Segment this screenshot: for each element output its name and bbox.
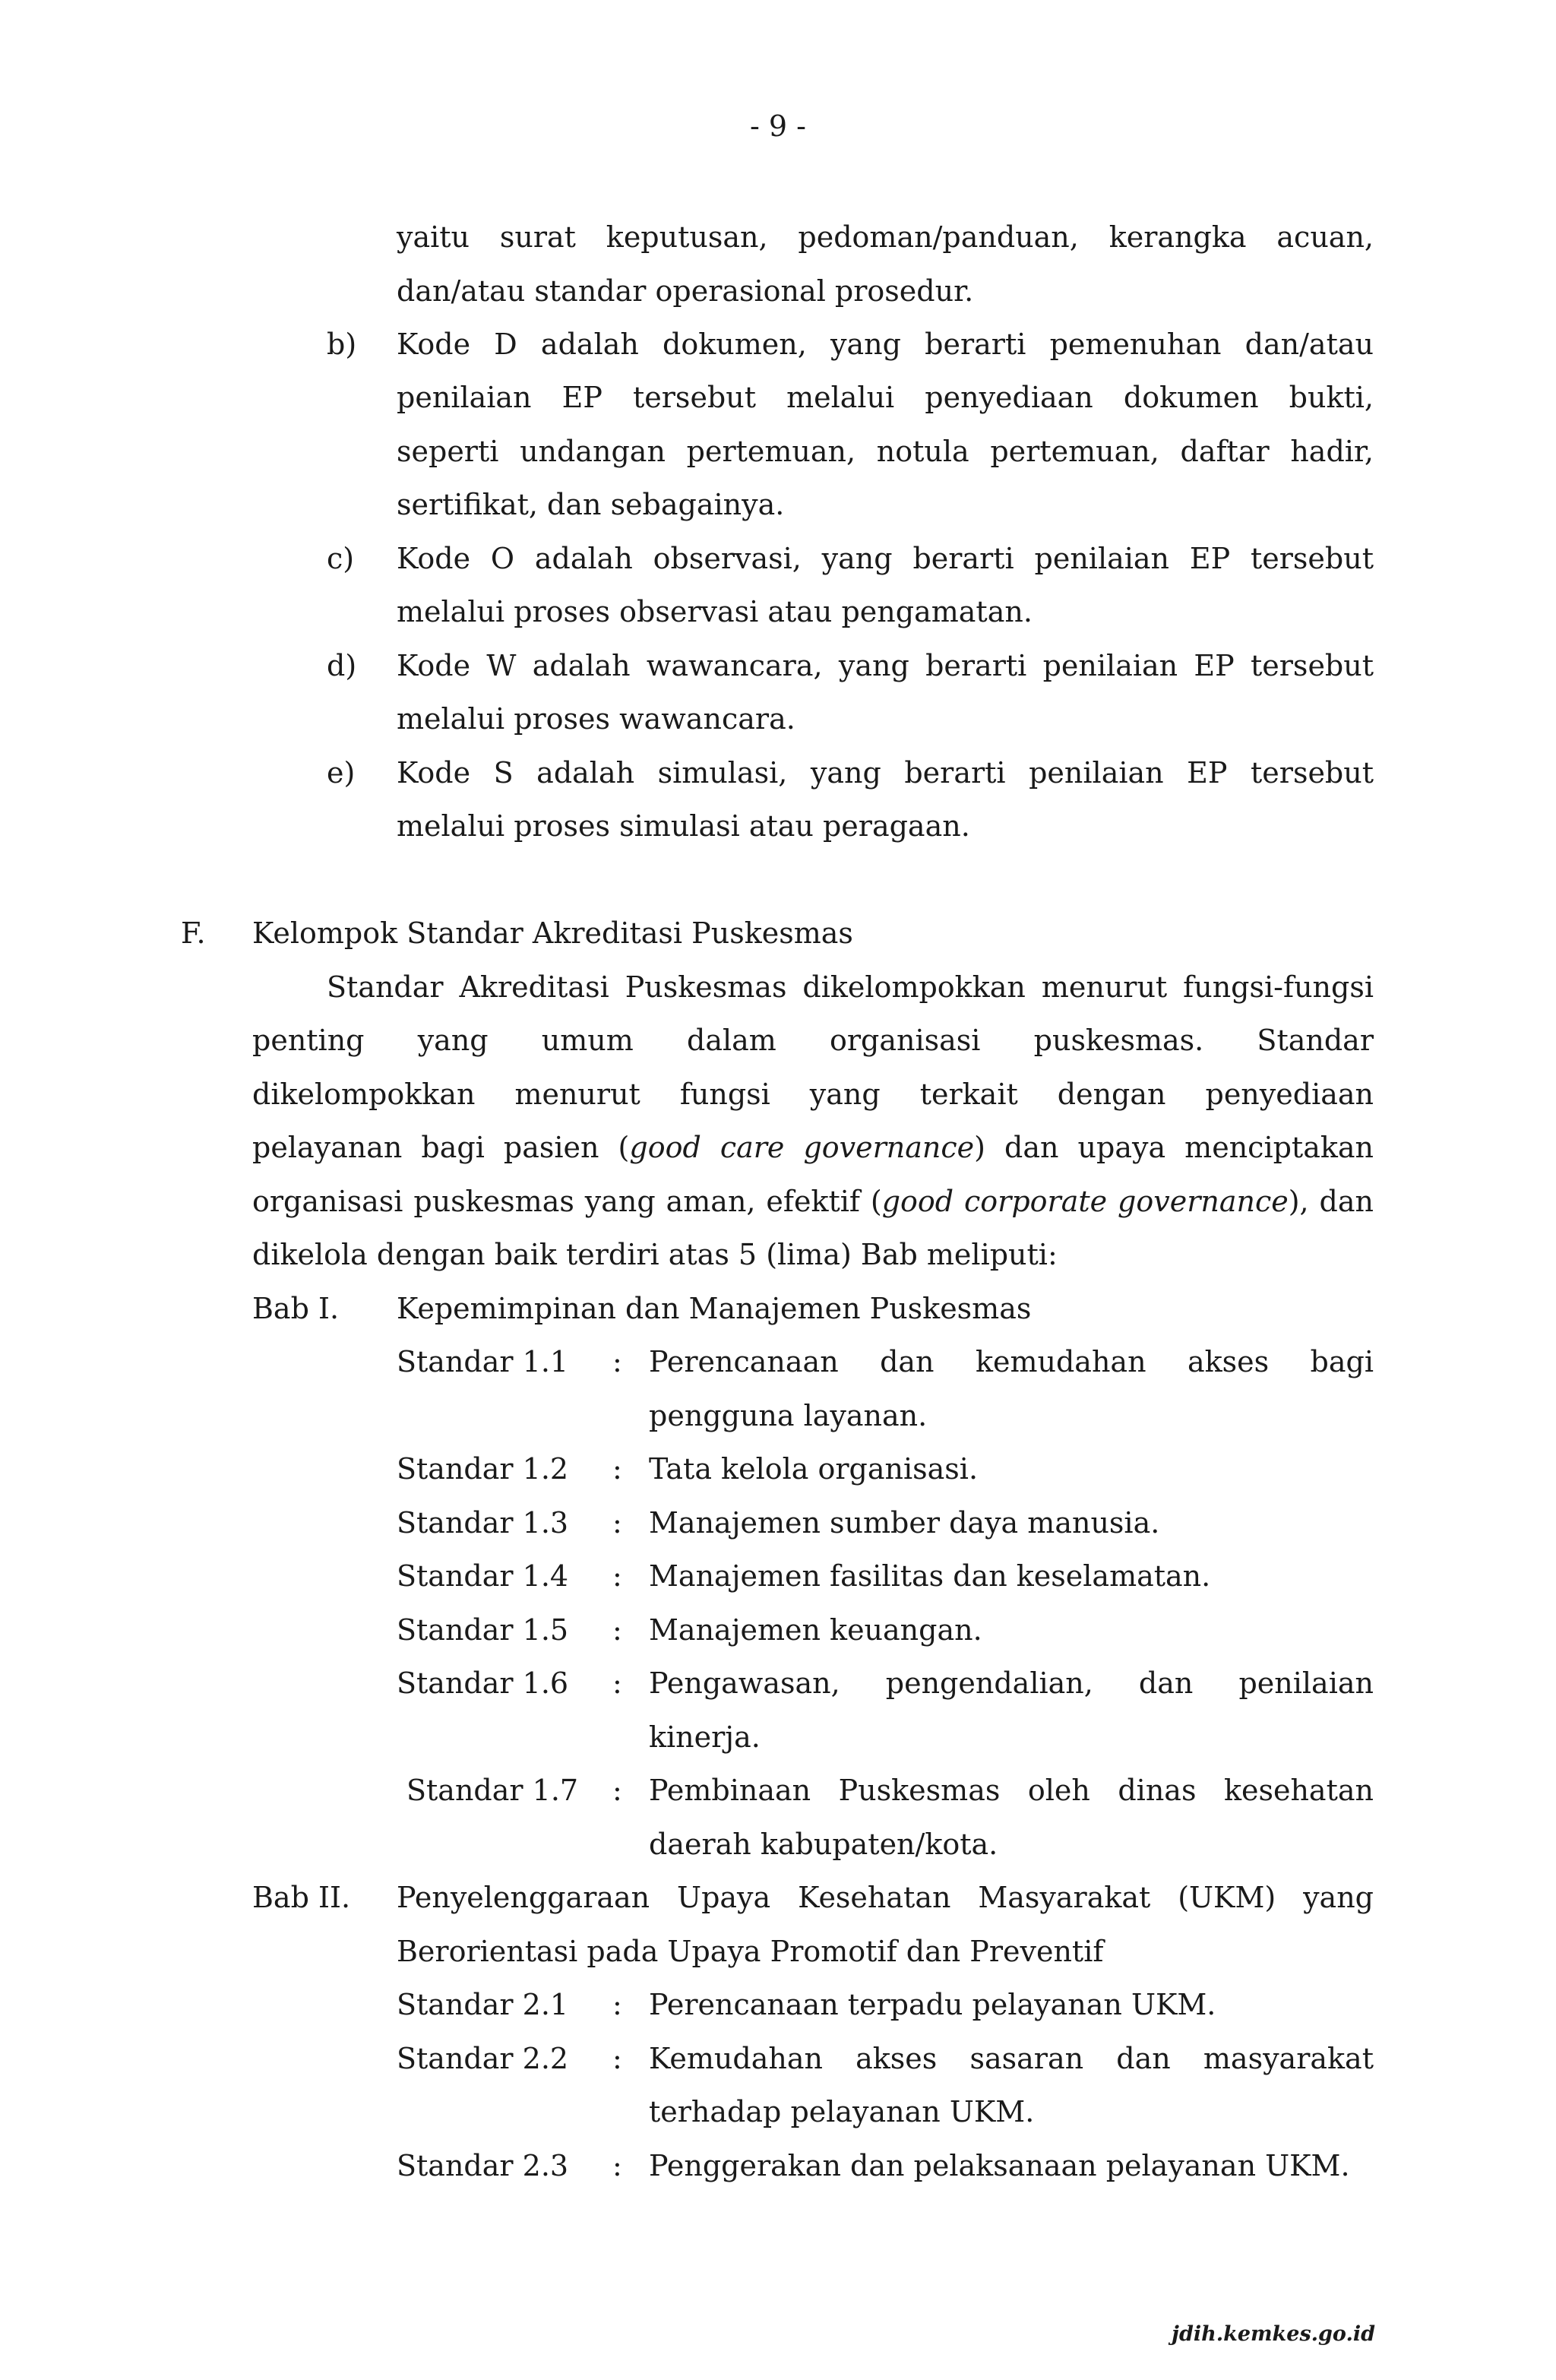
standard-description: Pengawasan, pengendalian, dan penilaian (649, 1666, 1374, 1700)
paragraph-text: ) dan upaya menciptakan (974, 1131, 1374, 1164)
colon: : (612, 1345, 622, 1378)
standard-description: pengguna layanan. (649, 1399, 928, 1432)
list-item-line: melalui proses wawancara. (397, 702, 795, 736)
standard-label: Standar 1.5 (397, 1613, 569, 1647)
section-marker: F. (181, 916, 206, 950)
chapter-label: Bab II. (252, 1881, 351, 1914)
list-marker: d) (327, 649, 357, 682)
colon: : (612, 1506, 622, 1540)
list-item-line: Kode O adalah observasi, yang berarti penilaian EP tersebut (397, 542, 1374, 575)
page-number: - 9 - (749, 109, 806, 143)
standard-description: Manajemen keuangan. (649, 1613, 982, 1647)
list-item-line: Kode W adalah wawancara, yang berarti penilaian EP tersebut (397, 649, 1374, 682)
standard-label: Standar 1.7 (406, 1774, 579, 1807)
footer-source-link[interactable]: jdih.kemkes.go.id (1172, 2322, 1375, 2346)
standard-label: Standar 1.6 (397, 1666, 569, 1700)
list-item-line: Kode D adalah dokumen, yang berarti pemenuhan dan/atau (397, 328, 1374, 361)
colon: : (612, 1559, 622, 1593)
standard-description: Perencanaan terpadu pelayanan UKM. (649, 1988, 1216, 2021)
paragraph-text: organisasi puskesmas yang aman, efektif ( (252, 1185, 882, 1218)
paragraph-line: penting yang umum dalam organisasi puskesmas. Standar (252, 1024, 1374, 1057)
list-item-line: melalui proses simulasi atau peragaan. (397, 809, 970, 843)
standard-label: Standar 1.3 (397, 1506, 569, 1540)
standard-description: Manajemen sumber daya manusia. (649, 1506, 1160, 1540)
paragraph-line (252, 1133, 1374, 1162)
chapter-title: Kepemimpinan dan Manajemen Puskesmas (397, 1292, 1032, 1325)
standard-description: Penggerakan dan pelaksanaan pelayanan UKM. (649, 2149, 1350, 2182)
standard-label: Standar 1.1 (397, 1345, 569, 1378)
colon: : (612, 2042, 622, 2075)
standard-label: Standar 1.4 (397, 1559, 569, 1593)
list-item-line: melalui proses observasi atau pengamatan. (397, 595, 1033, 628)
continuation-line: dan/atau standar operasional prosedur. (397, 274, 974, 308)
chapter-title: Berorientasi pada Upaya Promotif dan Preventif (397, 1935, 1104, 1968)
list-marker: b) (327, 328, 357, 361)
paragraph-line: dikelompokkan menurut fungsi yang terkait dengan penyediaan (252, 1078, 1374, 1111)
list-item-line: seperti undangan pertemuan, notula pertemuan, daftar hadir, (397, 435, 1374, 468)
list-item-line: penilaian EP tersebut melalui penyediaan dokumen bukti, (397, 381, 1374, 414)
colon: : (612, 1988, 622, 2021)
standard-label: Standar 1.2 (397, 1452, 569, 1486)
standard-label: Standar 2.1 (397, 1988, 569, 2021)
emphasis-text: good corporate governance (881, 1185, 1289, 1218)
paragraph-text: ), dan (1288, 1185, 1374, 1218)
paragraph-text: pelayanan bagi pasien ( (252, 1131, 630, 1164)
standard-description: terhadap pelayanan UKM. (649, 2095, 1035, 2128)
standard-label: Standar 2.2 (397, 2042, 569, 2075)
list-item-line: Kode S adalah simulasi, yang berarti penilaian EP tersebut (397, 756, 1374, 790)
list-marker: c) (327, 542, 355, 575)
standard-description: daerah kabupaten/kota. (649, 1828, 998, 1861)
paragraph-line (252, 1187, 1374, 1216)
colon: : (612, 1613, 622, 1647)
standard-description: Pembinaan Puskesmas oleh dinas kesehatan (649, 1774, 1374, 1807)
standard-description: Perencanaan dan kemudahan akses bagi (649, 1345, 1374, 1378)
emphasis-text: good care governance (629, 1131, 975, 1164)
list-marker: e) (327, 756, 356, 790)
colon: : (612, 2149, 622, 2182)
colon: : (612, 1452, 622, 1486)
standard-description: Tata kelola organisasi. (649, 1452, 979, 1486)
standard-label: Standar 2.3 (397, 2149, 569, 2182)
list-item-line: sertifikat, dan sebagainya. (397, 488, 785, 521)
paragraph-line: Standar Akreditasi Puskesmas dikelompokkan menurut fungsi-fungsi (327, 970, 1374, 1004)
chapter-title: Penyelenggaraan Upaya Kesehatan Masyarakat (UKM) yang (397, 1881, 1374, 1914)
paragraph-line: dikelola dengan baik terdiri atas 5 (lima) Bab meliputi: (252, 1238, 1058, 1271)
continuation-line: yaitu surat keputusan, pedoman/panduan, kerangka acuan, (397, 220, 1374, 254)
standard-description: kinerja. (649, 1720, 761, 1754)
colon: : (612, 1774, 622, 1807)
colon: : (612, 1666, 622, 1700)
section-title: Kelompok Standar Akreditasi Puskesmas (252, 916, 853, 950)
standard-description: Kemudahan akses sasaran dan masyarakat (649, 2042, 1374, 2075)
standard-description: Manajemen fasilitas dan keselamatan. (649, 1559, 1211, 1593)
chapter-label: Bab I. (252, 1292, 340, 1325)
